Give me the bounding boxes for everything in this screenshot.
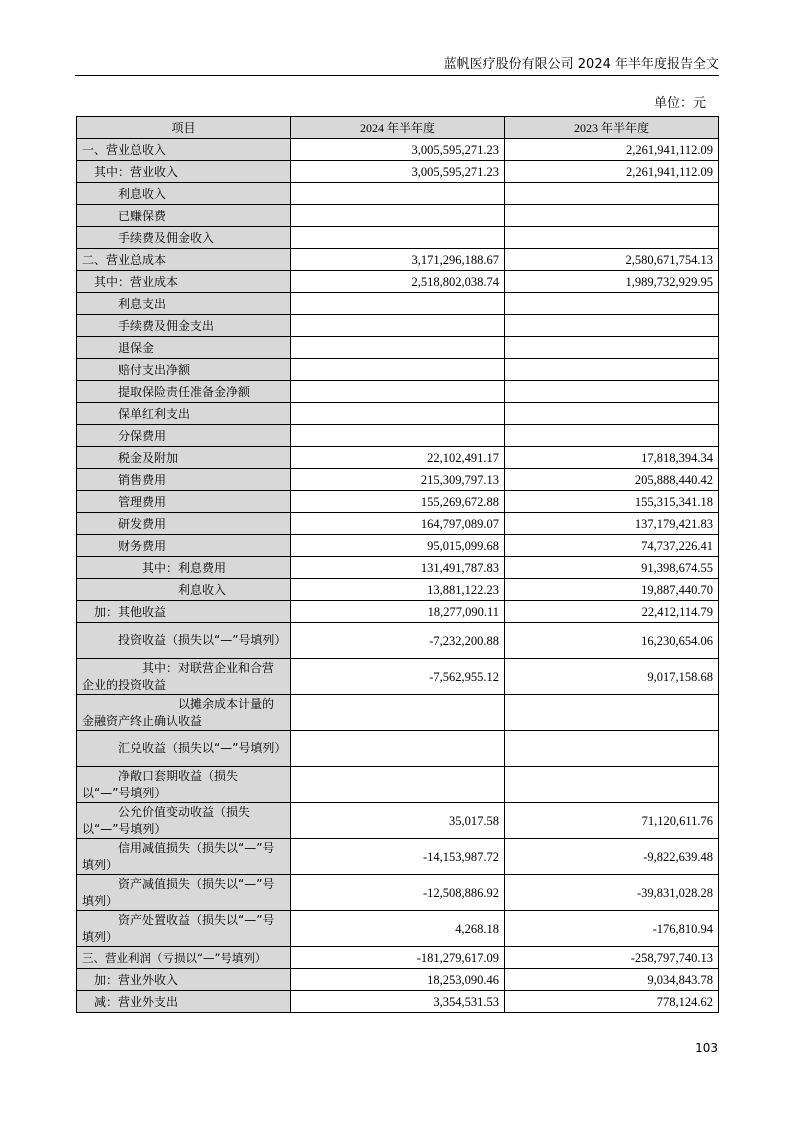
value-2023: 71,120,611.76 (505, 803, 719, 839)
row-label: 资产处置收益（损失以“—”号填列） (77, 911, 291, 947)
value-2024 (291, 337, 505, 359)
income-statement-table (76, 116, 719, 1013)
value-2023: 19,887,440.70 (505, 579, 719, 601)
value-2024: 3,171,296,188.67 (291, 249, 505, 271)
table-row (77, 359, 719, 381)
table-header-row (77, 117, 719, 139)
row-label: 利息支出 (77, 293, 291, 315)
value-2023 (505, 227, 719, 249)
value-2024: 155,269,672.88 (291, 491, 505, 513)
row-label: 销售费用 (77, 469, 291, 491)
value-2023: 778,124.62 (505, 991, 719, 1013)
row-label: 其中：营业成本 (77, 271, 291, 293)
page-number: 103 (695, 1041, 718, 1055)
table-row (77, 557, 719, 579)
row-label: 二、营业总成本 (77, 249, 291, 271)
table-row (77, 205, 719, 227)
table-row (77, 249, 719, 271)
table-row (77, 293, 719, 315)
value-2024: 95,015,099.68 (291, 535, 505, 557)
value-2023: 22,412,114.79 (505, 601, 719, 623)
value-2024 (291, 315, 505, 337)
value-2023 (505, 337, 719, 359)
table-row (77, 425, 719, 447)
value-2023: 205,888,440.42 (505, 469, 719, 491)
row-label: 已赚保费 (77, 205, 291, 227)
value-2023: 2,580,671,754.13 (505, 249, 719, 271)
value-2024 (291, 381, 505, 403)
table-row (77, 337, 719, 359)
value-2023: 137,179,421.83 (505, 513, 719, 535)
row-label: 三、营业利润（亏损以“—”号填列） (77, 947, 291, 969)
value-2023 (505, 767, 719, 803)
row-label: 加：其他收益 (77, 601, 291, 623)
row-label: 退保金 (77, 337, 291, 359)
row-label: 财务费用 (77, 535, 291, 557)
value-2023: 16,230,654.06 (505, 623, 719, 659)
value-2023: 2,261,941,112.09 (505, 139, 719, 161)
table-row (77, 183, 719, 205)
row-label: 减：营业外支出 (77, 991, 291, 1013)
table-row (77, 535, 719, 557)
value-2024 (291, 205, 505, 227)
value-2023: -9,822,639.48 (505, 839, 719, 875)
value-2023: 2,261,941,112.09 (505, 161, 719, 183)
table-row (77, 579, 719, 601)
value-2024 (291, 425, 505, 447)
row-label: 加：营业外收入 (77, 969, 291, 991)
table-row (77, 991, 719, 1013)
row-label: 资产减值损失（损失以“—”号填列） (77, 875, 291, 911)
value-2023 (505, 183, 719, 205)
value-2024: 3,354,531.53 (291, 991, 505, 1013)
value-2023: 1,989,732,929.95 (505, 271, 719, 293)
row-label: 利息收入 (77, 183, 291, 205)
table-row (77, 513, 719, 535)
value-2024: 18,253,090.46 (291, 969, 505, 991)
table-row (77, 315, 719, 337)
value-2023: -176,810.94 (505, 911, 719, 947)
value-2023: 155,315,341.18 (505, 491, 719, 513)
row-label: 其中：营业收入 (77, 161, 291, 183)
value-2023: 74,737,226.41 (505, 535, 719, 557)
table-row (77, 875, 719, 911)
value-2024: 4,268.18 (291, 911, 505, 947)
row-label: 利息收入 (77, 579, 291, 601)
row-label: 公允价值变动收益（损失以“—”号填列） (77, 803, 291, 839)
row-label: 投资收益（损失以“—”号填列） (77, 623, 291, 659)
value-2024: 13,881,122.23 (291, 579, 505, 601)
value-2024: 22,102,491.17 (291, 447, 505, 469)
row-label: 以摊余成本计量的金融资产终止确认收益 (77, 695, 291, 731)
table-row (77, 623, 719, 659)
value-2024: 215,309,797.13 (291, 469, 505, 491)
value-2023 (505, 315, 719, 337)
value-2024 (291, 293, 505, 315)
table-row (77, 947, 719, 969)
value-2024: 164,797,089.07 (291, 513, 505, 535)
column-header-item: 项目 (77, 117, 291, 139)
row-label: 提取保险责任准备金净额 (77, 381, 291, 403)
row-label: 汇兑收益（损失以“—”号填列） (77, 731, 291, 767)
value-2024 (291, 359, 505, 381)
table-row (77, 447, 719, 469)
table-row (77, 803, 719, 839)
table-row (77, 695, 719, 731)
value-2024: 131,491,787.83 (291, 557, 505, 579)
value-2023: -39,831,028.28 (505, 875, 719, 911)
value-2023: 17,818,394.34 (505, 447, 719, 469)
table-row (77, 469, 719, 491)
table-row (77, 403, 719, 425)
table-row (77, 731, 719, 767)
row-label: 分保费用 (77, 425, 291, 447)
value-2023: 91,398,674.55 (505, 557, 719, 579)
report-header-title: 蓝帆医疗股份有限公司 2024 年半年度报告全文 (75, 56, 719, 76)
value-2024: -12,508,886.92 (291, 875, 505, 911)
value-2024: -181,279,617.09 (291, 947, 505, 969)
value-2023 (505, 359, 719, 381)
row-label: 一、营业总收入 (77, 139, 291, 161)
value-2024: -7,562,955.12 (291, 659, 505, 695)
row-label: 其中：对联营企业和合营企业的投资收益 (77, 659, 291, 695)
row-label: 信用减值损失（损失以“—”号填列） (77, 839, 291, 875)
value-2023: 9,017,158.68 (505, 659, 719, 695)
value-2024 (291, 767, 505, 803)
row-label: 手续费及佣金收入 (77, 227, 291, 249)
row-label: 净敞口套期收益（损失以“—”号填列） (77, 767, 291, 803)
row-label: 保单红利支出 (77, 403, 291, 425)
table-row (77, 227, 719, 249)
value-2023 (505, 731, 719, 767)
table-row (77, 767, 719, 803)
table-row (77, 161, 719, 183)
value-2023 (505, 695, 719, 731)
value-2024: -14,153,987.72 (291, 839, 505, 875)
value-2024 (291, 183, 505, 205)
value-2024 (291, 227, 505, 249)
table-row (77, 271, 719, 293)
table-row (77, 839, 719, 875)
row-label: 其中：利息费用 (77, 557, 291, 579)
table-row (77, 969, 719, 991)
column-header-2023h1: 2023 年半年度 (505, 117, 719, 139)
value-2024: 2,518,802,038.74 (291, 271, 505, 293)
row-label: 手续费及佣金支出 (77, 315, 291, 337)
table-row (77, 911, 719, 947)
value-2024: 3,005,595,271.23 (291, 161, 505, 183)
row-label: 研发费用 (77, 513, 291, 535)
value-2024 (291, 403, 505, 425)
value-2023 (505, 425, 719, 447)
row-label: 税金及附加 (77, 447, 291, 469)
value-2024 (291, 695, 505, 731)
value-2024: -7,232,200.88 (291, 623, 505, 659)
value-2023 (505, 403, 719, 425)
value-2023: 9,034,843.78 (505, 969, 719, 991)
value-2024 (291, 731, 505, 767)
table-row (77, 139, 719, 161)
value-2024: 35,017.58 (291, 803, 505, 839)
value-2024: 18,277,090.11 (291, 601, 505, 623)
row-label: 管理费用 (77, 491, 291, 513)
column-header-2024h1: 2024 年半年度 (291, 117, 505, 139)
table-row (77, 381, 719, 403)
value-2024: 3,005,595,271.23 (291, 139, 505, 161)
row-label: 赔付支出净额 (77, 359, 291, 381)
value-2023 (505, 205, 719, 227)
unit-label: 单位：元 (653, 96, 706, 111)
value-2023 (505, 381, 719, 403)
table-row (77, 491, 719, 513)
table-row (77, 659, 719, 695)
value-2023: -258,797,740.13 (505, 947, 719, 969)
value-2023 (505, 293, 719, 315)
table-row (77, 601, 719, 623)
